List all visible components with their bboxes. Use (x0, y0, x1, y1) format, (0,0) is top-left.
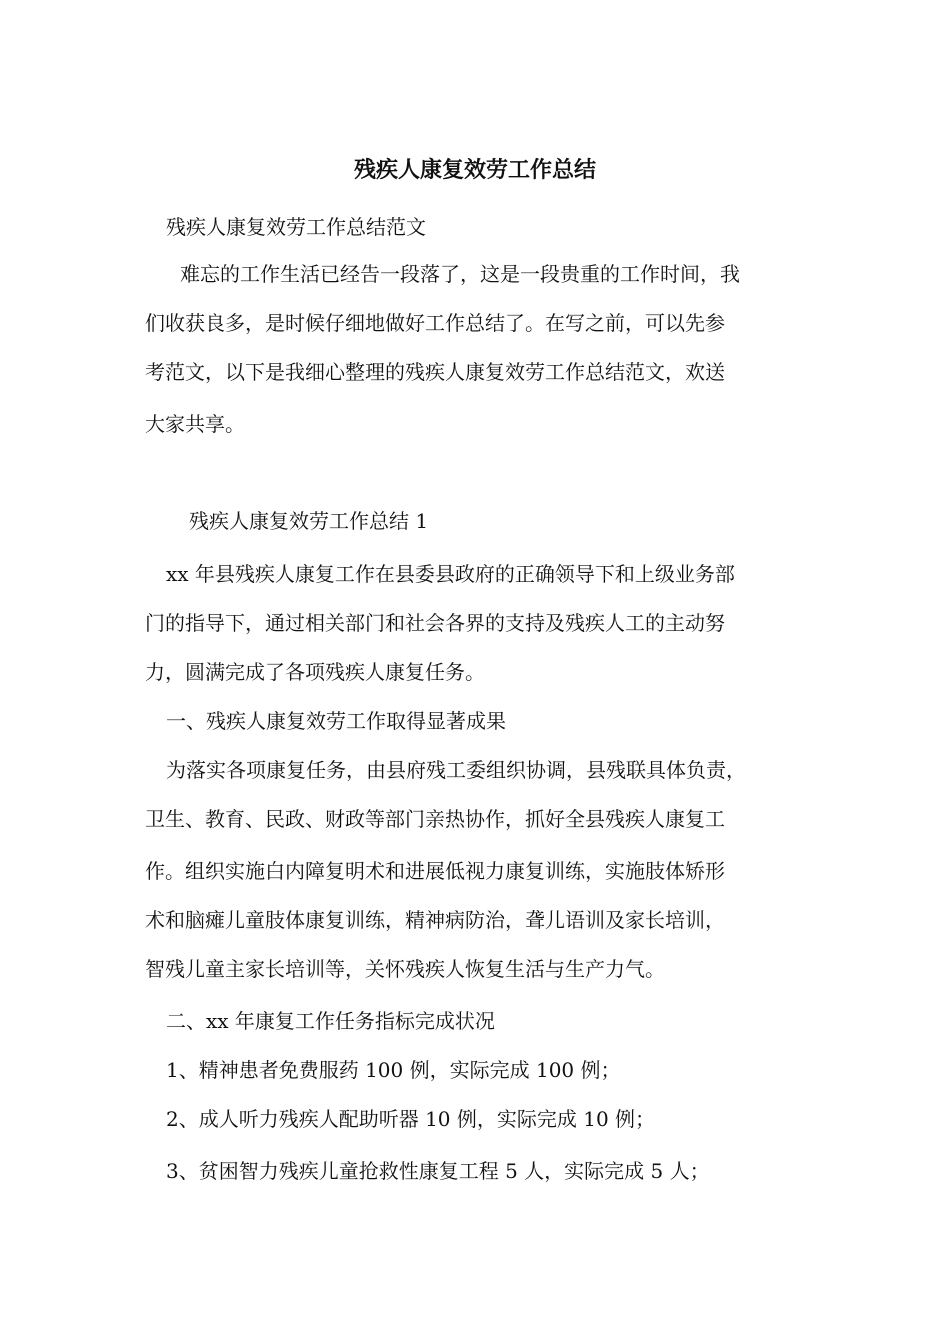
heading-targets: 二、xx 年康复工作任务指标完成状况 (166, 1009, 495, 1033)
intro-line: 大家共享。 (145, 412, 245, 436)
body-line: 为落实各项康复任务，由县府残工委组织协调，县残联具体负责， (166, 758, 746, 782)
section-title: 残疾人康复效劳工作总结 1 (189, 509, 429, 533)
document-subtitle: 残疾人康复效劳工作总结范文 (166, 215, 426, 239)
list-item: 2、成人听力残疾人配助听器 10 例，实际完成 10 例； (166, 1107, 656, 1131)
heading-achievements: 一、残疾人康复效劳工作取得显著成果 (166, 709, 506, 733)
intro-line: 们收获良多，是时候仔细地做好工作总结了。在写之前，可以先参 (145, 311, 725, 335)
intro-line: 考范文，以下是我细心整理的残疾人康复效劳工作总结范文，欢送 (145, 360, 725, 384)
body-line: 门的指导下，通过相关部门和社会各界的支持及残疾人工的主动努 (145, 611, 725, 635)
intro-line: 难忘的工作生活已经告一段落了，这是一段贵重的工作时间，我 (180, 262, 740, 286)
body-line: 智残儿童主家长培训等，关怀残疾人恢复生活与生产力气。 (145, 957, 665, 981)
body-line: 作。组织实施白内障复明术和进展低视力康复训练，实施肢体矫形 (145, 859, 725, 883)
body-line: 卫生、教育、民政、财政等部门亲热协作，抓好全县残疾人康复工 (145, 807, 725, 831)
body-line: 力，圆满完成了各项残疾人康复任务。 (145, 660, 485, 684)
list-item: 1、精神患者免费服药 100 例，实际完成 100 例； (166, 1058, 621, 1082)
body-line: xx 年县残疾人康复工作在县委县政府的正确领导下和上级业务部 (166, 562, 735, 586)
document-title: 残疾人康复效劳工作总结 (353, 157, 596, 183)
list-item: 3、贫困智力残疾儿童抢救性康复工程 5 人，实际完成 5 人； (166, 1159, 710, 1183)
body-line: 术和脑瘫儿童肢体康复训练，精神病防治，聋儿语训及家长培训， (145, 908, 725, 932)
